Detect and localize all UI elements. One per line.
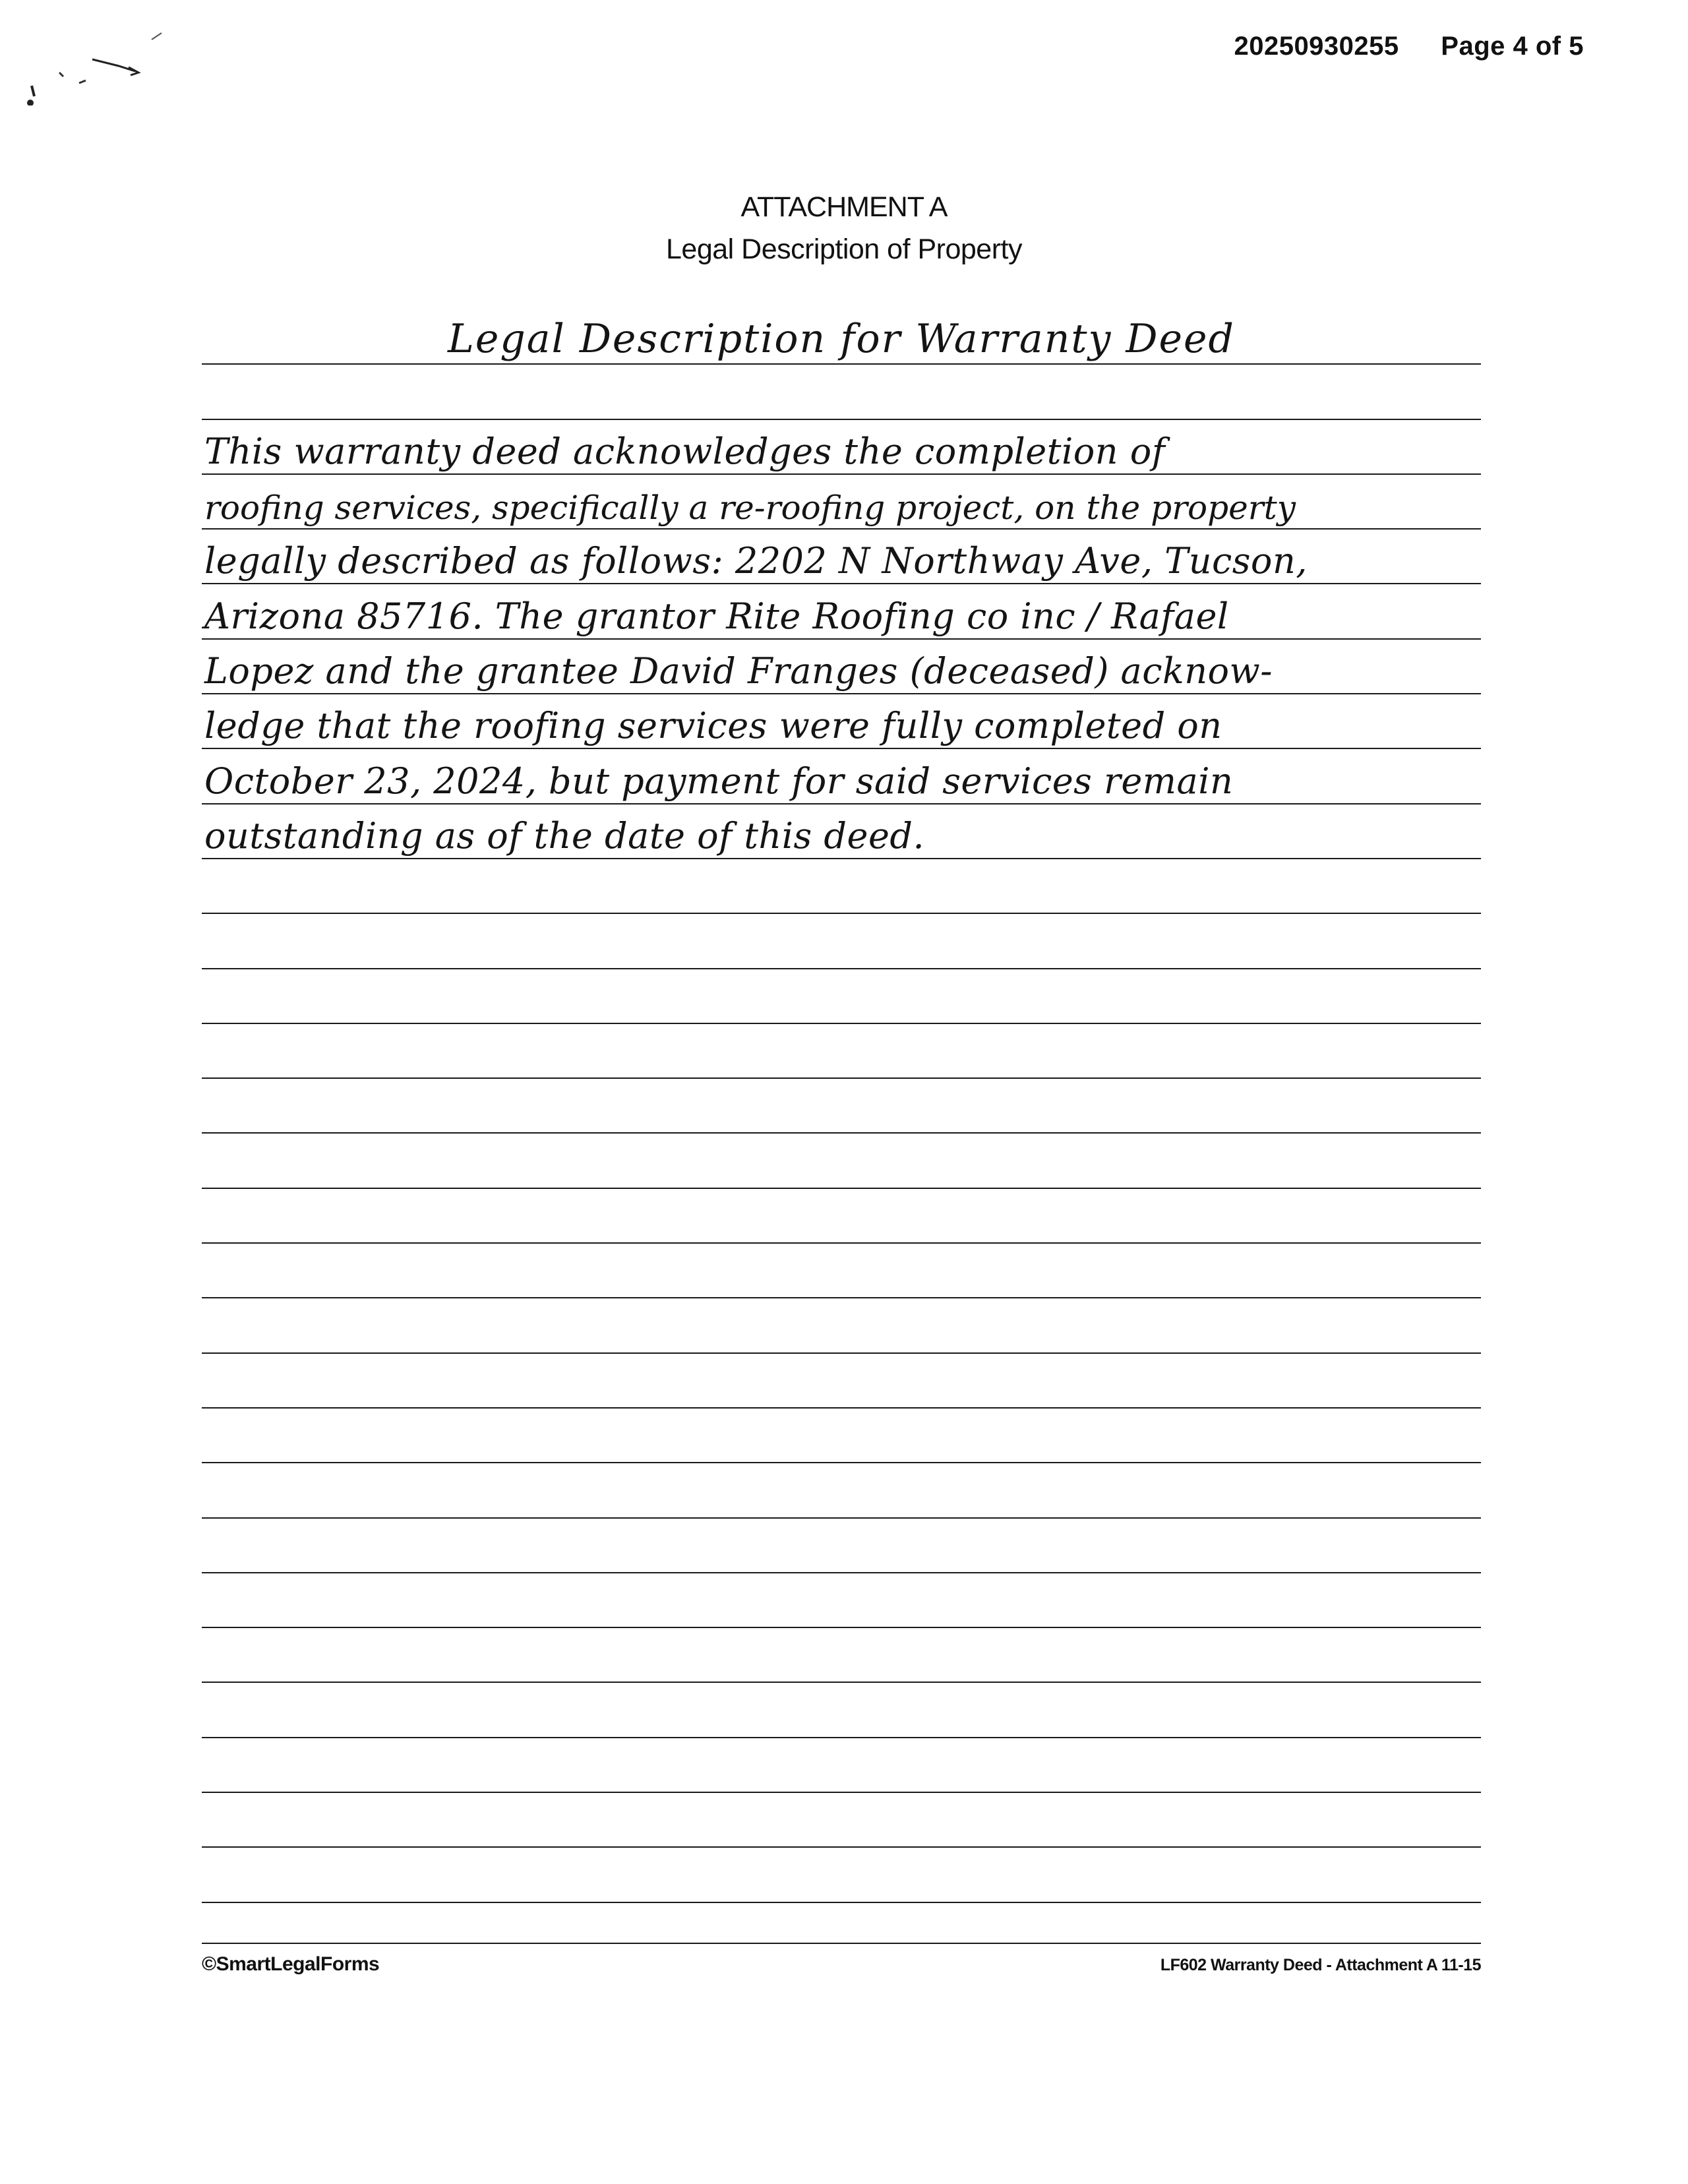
header-reference — [1234, 32, 1584, 61]
attachment-subtitle: Legal Description of Property — [665, 233, 1022, 265]
ruled-line — [202, 1079, 1481, 1134]
handwritten-line: Arizona 85716. The grantor Rite Roofing co inc / Rafael — [204, 595, 1229, 637]
ruled-line — [202, 1463, 1481, 1518]
ruled-line — [202, 640, 1481, 694]
attachment-title: ATTACHMENT A — [740, 191, 948, 223]
page-indicator: Page 4 of 5 — [1441, 32, 1584, 61]
handwritten-heading: Legal Description for Warranty Deed — [448, 316, 1235, 363]
handwritten-line: roofing services, specifically a re-roofing project, on the property — [204, 489, 1296, 528]
document-number: 20250930255 — [1234, 32, 1399, 61]
ruled-line — [202, 1628, 1481, 1683]
ruled-line — [202, 1409, 1481, 1463]
ruled-line — [202, 1573, 1481, 1628]
handwritten-line: ledge that the roofing services were fully completed on — [204, 705, 1222, 747]
form-identifier: LF602 Warranty Deed - Attachment A 11-15 — [1160, 1956, 1481, 1974]
ruled-writing-area — [202, 310, 1481, 1903]
ruled-line — [202, 1738, 1481, 1793]
ruled-line — [202, 365, 1481, 419]
title-block — [0, 189, 1688, 266]
ruled-line — [202, 859, 1481, 914]
ruled-line — [202, 310, 1481, 365]
handwritten-line: outstanding as of the date of this deed. — [204, 814, 925, 857]
ruled-line — [202, 969, 1481, 1024]
ruled-line — [202, 694, 1481, 749]
ruled-line — [202, 1354, 1481, 1409]
ruled-line — [202, 530, 1481, 584]
handwritten-line: Lopez and the grantee David Franges (deceased) acknow- — [204, 650, 1273, 692]
scan-artifact-marks — [20, 20, 178, 106]
ruled-line — [202, 1793, 1481, 1848]
ruled-line — [202, 914, 1481, 969]
handwritten-line: October 23, 2024, but payment for said services remain — [204, 760, 1234, 802]
page-footer — [202, 1943, 1481, 1975]
ruled-line — [202, 1683, 1481, 1738]
ruled-line — [202, 1024, 1481, 1079]
ruled-line — [202, 1189, 1481, 1244]
ruled-line — [202, 1244, 1481, 1298]
copyright-notice: ©SmartLegalForms — [202, 1953, 380, 1975]
ruled-line — [202, 1519, 1481, 1573]
ruled-line — [202, 749, 1481, 804]
handwritten-line: This warranty deed acknowledges the completion of — [204, 430, 1166, 472]
ruled-line — [202, 584, 1481, 639]
ruled-line — [202, 804, 1481, 859]
ruled-line — [202, 1848, 1481, 1902]
ruled-line — [202, 1298, 1481, 1353]
ruled-line — [202, 475, 1481, 530]
ruled-line — [202, 420, 1481, 475]
ruled-line — [202, 1134, 1481, 1188]
handwritten-line: legally described as follows: 2202 N Northway Ave, Tucson, — [204, 540, 1308, 582]
